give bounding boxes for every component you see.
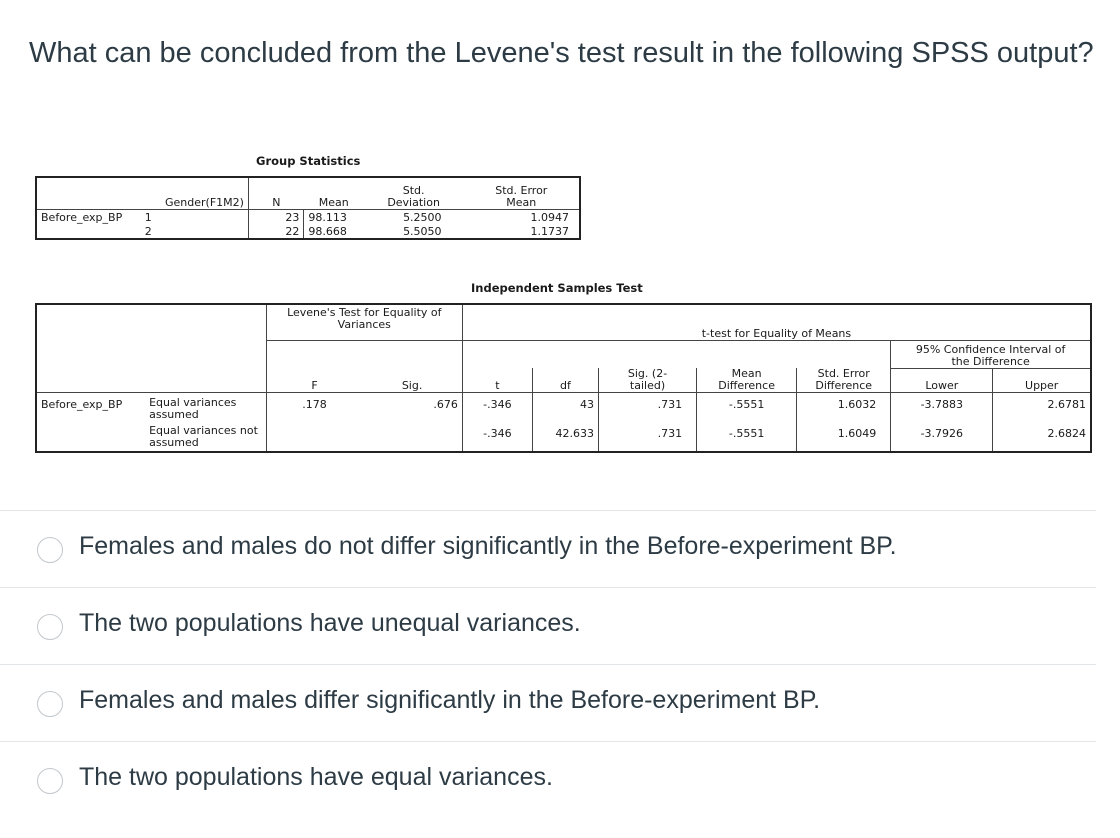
radio-button[interactable]	[37, 691, 63, 717]
it-md: -.5551	[697, 423, 797, 452]
gs-n: 22	[248, 224, 303, 239]
it-row-label: Equal variances not assumed	[149, 423, 258, 449]
table-row	[36, 393, 1091, 423]
it-lower: -3.7883	[891, 393, 993, 423]
it-sig	[362, 423, 462, 452]
answer-option[interactable]	[0, 510, 1096, 587]
gs-group: 2	[144, 225, 152, 238]
answer-option[interactable]	[0, 587, 1096, 664]
ind-test-table	[35, 303, 1092, 453]
gs-header-se: Std. Error Mean	[495, 183, 548, 209]
col-sig: Sig.	[362, 368, 462, 393]
gs-sd: 5.2500	[364, 209, 464, 224]
gs-variable: Before_exp_BP	[36, 209, 141, 224]
answer-options	[0, 510, 1096, 818]
ci-header: 95% Confidence Interval of the Difference	[891, 340, 1091, 368]
col-lower: Lower	[891, 368, 993, 393]
it-sig2: .731	[599, 423, 697, 452]
group-stats-title: Group Statistics	[256, 154, 361, 168]
table-row	[36, 423, 1091, 452]
answer-label[interactable]: Females and males differ significantly in the Before-experiment BP.	[79, 686, 821, 714]
col-sig2: Sig. (2-tailed)	[599, 368, 697, 393]
gs-se: 1.0947	[464, 209, 580, 224]
gs-header-grouping: Gender(F1M2)	[165, 195, 244, 209]
gs-se: 1.1737	[530, 225, 569, 238]
it-df: 43	[532, 393, 598, 423]
gs-n: 23	[248, 209, 303, 224]
col-md: Mean Difference	[697, 368, 797, 393]
radio-button[interactable]	[37, 614, 63, 640]
col-upper: Upper	[993, 368, 1091, 393]
gs-header-n: N	[248, 177, 303, 209]
radio-button[interactable]	[37, 537, 63, 563]
it-variable: Before_exp_BP	[41, 398, 123, 411]
it-t: -.346	[462, 393, 532, 423]
col-sed: Std. Error Difference	[797, 368, 891, 393]
table-row	[36, 209, 580, 224]
it-f: .178	[266, 393, 362, 423]
group-stats-table	[35, 176, 581, 240]
table-row	[36, 224, 580, 239]
gs-mean: 98.113	[304, 209, 364, 224]
it-sed: 1.6032	[797, 393, 891, 423]
it-f	[266, 423, 362, 452]
it-t: -.346	[462, 423, 532, 452]
it-df: 42.633	[532, 423, 598, 452]
it-sig: .676	[433, 398, 458, 411]
ttest-header: t-test for Equality of Means	[462, 304, 1091, 340]
gs-header-mean: Mean	[318, 195, 349, 209]
it-upper: 2.6781	[993, 393, 1091, 423]
it-upper: 2.6824	[993, 423, 1091, 452]
it-sed: 1.6049	[797, 423, 891, 452]
answer-label[interactable]: Females and males do not differ significantly in the Before-experiment BP.	[79, 532, 897, 560]
answer-option[interactable]	[0, 741, 1096, 818]
col-df: df	[532, 368, 598, 393]
question-text: What can be concluded from the Levene's test result in the following SPSS output?	[29, 37, 1094, 69]
gs-header-sd: Std. Deviation	[387, 183, 440, 209]
gs-group: 1	[141, 209, 249, 224]
gs-mean: 98.668	[304, 224, 364, 239]
radio-button[interactable]	[37, 768, 63, 794]
answer-label[interactable]: The two populations have equal variances.	[79, 763, 553, 791]
gs-sd: 5.5050	[403, 225, 442, 238]
col-f: F	[266, 368, 362, 393]
it-sig2: .731	[599, 393, 697, 423]
levene-header: Levene's Test for Equality of Variances	[266, 304, 462, 340]
it-md: -.5551	[697, 393, 797, 423]
answer-label[interactable]: The two populations have unequal variances.	[79, 609, 581, 637]
it-row-label: Equal variances assumed	[149, 396, 237, 421]
answer-option[interactable]	[0, 664, 1096, 741]
col-t: t	[462, 368, 532, 393]
ind-test-title: Independent Samples Test	[471, 281, 643, 295]
it-lower: -3.7926	[891, 423, 993, 452]
